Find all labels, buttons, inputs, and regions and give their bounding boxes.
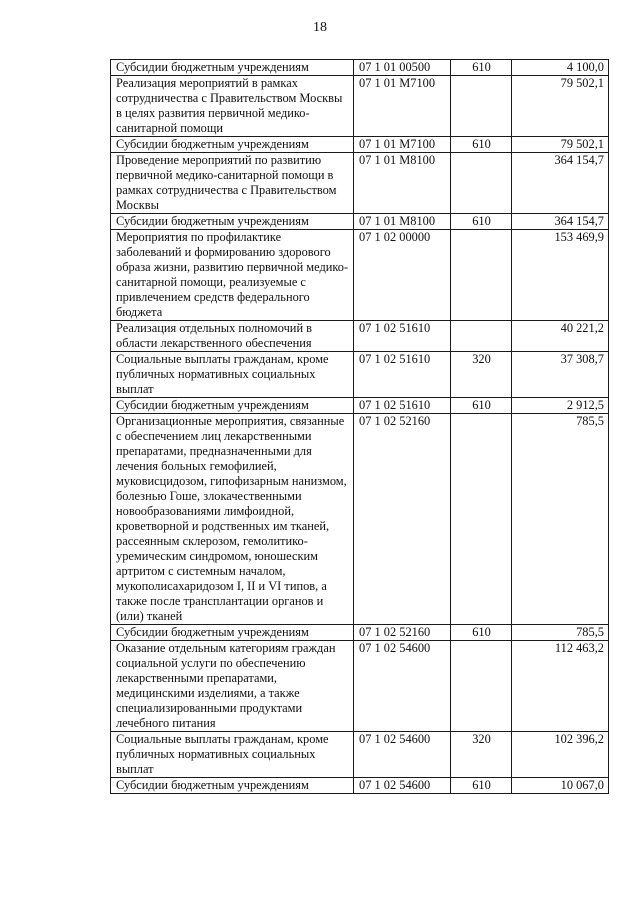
row-type xyxy=(451,76,512,137)
row-type: 610 xyxy=(451,60,512,76)
row-name: Социальные выплаты гражданам, кроме публичных нормативных социальных выплат xyxy=(111,732,354,778)
row-code: 07 1 01 M8100 xyxy=(354,153,451,214)
row-sum: 4 100,0 xyxy=(512,60,609,76)
row-sum: 112 463,2 xyxy=(512,641,609,732)
table-row xyxy=(111,732,609,778)
table-row xyxy=(111,214,609,230)
row-type: 320 xyxy=(451,352,512,398)
row-code: 07 1 02 52160 xyxy=(354,625,451,641)
row-code: 07 1 01 M7100 xyxy=(354,76,451,137)
row-type: 610 xyxy=(451,137,512,153)
row-type xyxy=(451,230,512,321)
row-type: 610 xyxy=(451,778,512,794)
row-sum: 364 154,7 xyxy=(512,214,609,230)
table-row xyxy=(111,398,609,414)
row-sum: 40 221,2 xyxy=(512,321,609,352)
table-row xyxy=(111,137,609,153)
row-type: 610 xyxy=(451,398,512,414)
row-type xyxy=(451,321,512,352)
row-code: 07 1 02 54600 xyxy=(354,778,451,794)
table-row xyxy=(111,60,609,76)
table-row xyxy=(111,414,609,625)
row-code: 07 1 02 51610 xyxy=(354,352,451,398)
page-number: 18 xyxy=(313,20,327,35)
row-name: Субсидии бюджетным учреждениям xyxy=(111,625,354,641)
row-name: Мероприятия по профилактике заболеваний и формированию здорового образа жизни, развитию первичной медико-санитарной помощи, реализуемые с привлечением средств федерального бюджета xyxy=(111,230,354,321)
row-name: Субсидии бюджетным учреждениям xyxy=(111,137,354,153)
row-name: Субсидии бюджетным учреждениям xyxy=(111,778,354,794)
row-code: 07 1 01 M8100 xyxy=(354,214,451,230)
table-row xyxy=(111,778,609,794)
row-name: Субсидии бюджетным учреждениям xyxy=(111,398,354,414)
row-sum: 785,5 xyxy=(512,625,609,641)
row-sum: 153 469,9 xyxy=(512,230,609,321)
row-name: Субсидии бюджетным учреждениям xyxy=(111,214,354,230)
table-row xyxy=(111,625,609,641)
table-row xyxy=(111,352,609,398)
row-type: 610 xyxy=(451,214,512,230)
budget-table xyxy=(110,59,609,794)
row-sum: 102 396,2 xyxy=(512,732,609,778)
row-name: Реализация отдельных полномочий в области лекарственного обеспечения xyxy=(111,321,354,352)
row-type xyxy=(451,153,512,214)
row-code: 07 1 02 51610 xyxy=(354,321,451,352)
table-row xyxy=(111,641,609,732)
row-code: 07 1 01 00500 xyxy=(354,60,451,76)
row-type: 610 xyxy=(451,625,512,641)
row-sum: 2 912,5 xyxy=(512,398,609,414)
row-sum: 785,5 xyxy=(512,414,609,625)
row-name: Организационные мероприятия, связанные с обеспечением лиц лекарственными препаратами, предназначенными для лечения больных гемофилией, муковисцидозом, гипофизарным нанизмом, болезнью Гоше, злокачественными новообразованиями лимфоидной, кроветворной и родственных им тканей, рассеянным склерозом, гемолитико-уремическим синдромом, юношеским артритом с системным началом, мукополисахаридозом I, II и VI типов, а также после трансплантации органов и (или) тканей xyxy=(111,414,354,625)
row-name: Оказание отдельным категориям граждан социальной услуги по обеспечению лекарственными препаратами, медицинскими изделиями, а также специализированными продуктами лечебного питания xyxy=(111,641,354,732)
row-sum: 37 308,7 xyxy=(512,352,609,398)
row-code: 07 1 02 54600 xyxy=(354,732,451,778)
row-type: 320 xyxy=(451,732,512,778)
row-code: 07 1 01 M7100 xyxy=(354,137,451,153)
table-row xyxy=(111,321,609,352)
row-sum: 79 502,1 xyxy=(512,76,609,137)
row-sum: 79 502,1 xyxy=(512,137,609,153)
table-row xyxy=(111,76,609,137)
row-name: Субсидии бюджетным учреждениям xyxy=(111,60,354,76)
table-row xyxy=(111,153,609,214)
row-type xyxy=(451,414,512,625)
row-code: 07 1 02 51610 xyxy=(354,398,451,414)
row-type xyxy=(451,641,512,732)
table-row xyxy=(111,230,609,321)
row-name: Социальные выплаты гражданам, кроме публичных нормативных социальных выплат xyxy=(111,352,354,398)
row-code: 07 1 02 54600 xyxy=(354,641,451,732)
row-name: Проведение мероприятий по развитию первичной медико-санитарной помощи в рамках сотрудничества с Правительством Москвы xyxy=(111,153,354,214)
row-sum: 364 154,7 xyxy=(512,153,609,214)
row-name: Реализация мероприятий в рамках сотрудничества с Правительством Москвы в целях развития первичной медико-санитарной помощи xyxy=(111,76,354,137)
row-code: 07 1 02 00000 xyxy=(354,230,451,321)
row-sum: 10 067,0 xyxy=(512,778,609,794)
row-code: 07 1 02 52160 xyxy=(354,414,451,625)
